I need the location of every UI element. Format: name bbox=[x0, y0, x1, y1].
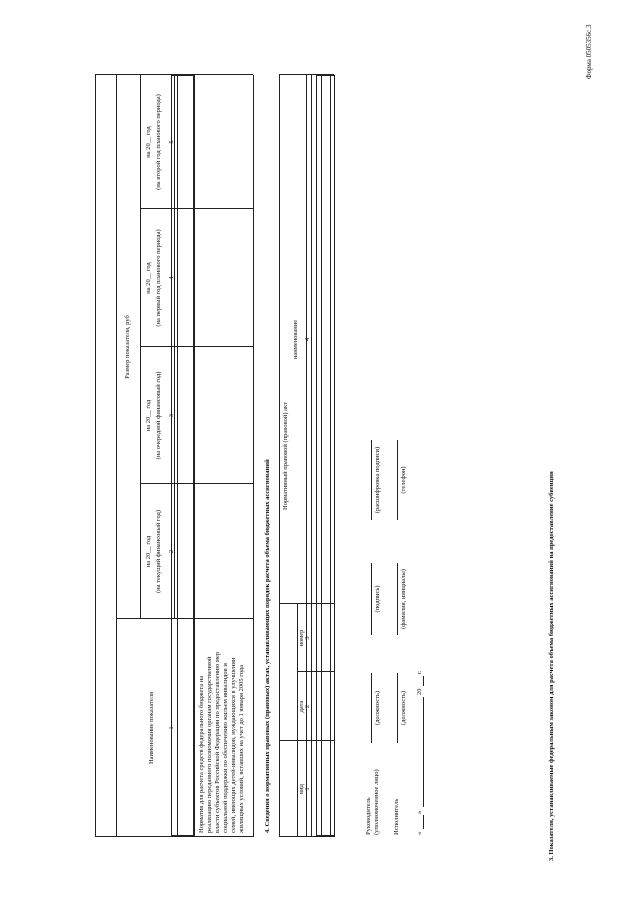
executor-label: Исполнитель bbox=[393, 798, 400, 835]
act-date-header: дата bbox=[298, 700, 305, 713]
col5-caption: (на второй год планового периода) bbox=[155, 94, 162, 190]
section4-heading: 4. Сведения о нормативных правовых (правовых) актах, устанавливающих порядок расчета объема бюджетных ассигнований bbox=[264, 459, 271, 833]
col-number-4: 4 bbox=[168, 276, 175, 280]
indicator-row-line-1: Норматив для расчета средств федерального бюджета на bbox=[198, 675, 205, 833]
col-number-3: 3 bbox=[168, 413, 175, 418]
col3-year: на 20__ год bbox=[145, 399, 152, 432]
act-title-header: наименование bbox=[292, 319, 299, 360]
head-signature-caption: (подпись) bbox=[374, 585, 381, 613]
year-prefix: 20 bbox=[416, 688, 423, 695]
col2-year: на 20__ год bbox=[145, 535, 152, 568]
col4-year: на 20__ год bbox=[145, 262, 152, 294]
indicator-row-line-2: реализацию переданного полномочия органам государственной bbox=[206, 656, 213, 833]
date-close-quote: » bbox=[416, 810, 423, 814]
act-col-number-4: 4 bbox=[304, 337, 311, 342]
col-number-1: 1 bbox=[168, 726, 175, 730]
legal-act-group-header: Нормативный правовой (правовой) акт bbox=[282, 402, 289, 510]
col2-caption: (на текущий финансовый год) bbox=[155, 509, 162, 594]
col-number-2: 2 bbox=[168, 549, 175, 554]
head-label: Руководитель bbox=[365, 797, 372, 835]
col5-year: на 20__ год bbox=[145, 126, 152, 158]
act-col-number-3: 3 bbox=[304, 636, 311, 640]
act-kind-header: вид bbox=[298, 784, 305, 794]
indicator-row-line-5: семей, имеющих детей-инвалидов, нуждающихся в улучшении bbox=[230, 657, 237, 833]
form-code: Форма 0505356с.3 bbox=[585, 24, 593, 79]
indicator-row-line-3: власти субъектов Российской Федерации по предоставлению мер bbox=[214, 651, 221, 833]
act-col-number-2: 2 bbox=[304, 704, 311, 709]
head-decoding-caption: (расшифровка подписи) bbox=[374, 446, 381, 514]
year-suffix: г. bbox=[416, 670, 423, 674]
col-name-header: Наименование показателя bbox=[148, 691, 155, 765]
section3-heading: 3. Показатели, устанавливаемые федеральным законом для расчета объема бюджетных ассигнований на предоставление субвенции bbox=[548, 471, 555, 861]
act-number-header: номер bbox=[298, 629, 305, 647]
col4-caption: (на первый год планового периода) bbox=[155, 229, 162, 327]
executor-position-caption: (должность) bbox=[400, 690, 407, 726]
indicator-row-line-6: жилищных условий, вставших на учет до 1 января 2005 года bbox=[238, 665, 245, 833]
head-label-sub: (уполномоченное лицо) bbox=[373, 769, 380, 835]
col-number-5: 5 bbox=[168, 140, 175, 144]
date-open-quote: « bbox=[416, 831, 423, 835]
act-col-number-1: 1 bbox=[304, 787, 311, 791]
col3-caption: (на очередной финансовый год) bbox=[155, 371, 162, 460]
head-position-caption: (должность) bbox=[374, 690, 381, 726]
size-group-header: Размер показателя, руб bbox=[124, 315, 131, 379]
indicator-row-line-4: социальной поддержки по обеспечению жильем инвалидов и bbox=[222, 663, 229, 833]
executor-name-caption: (фамилия, инициалы) bbox=[400, 569, 407, 629]
executor-phone-caption: (телефон) bbox=[400, 466, 407, 494]
